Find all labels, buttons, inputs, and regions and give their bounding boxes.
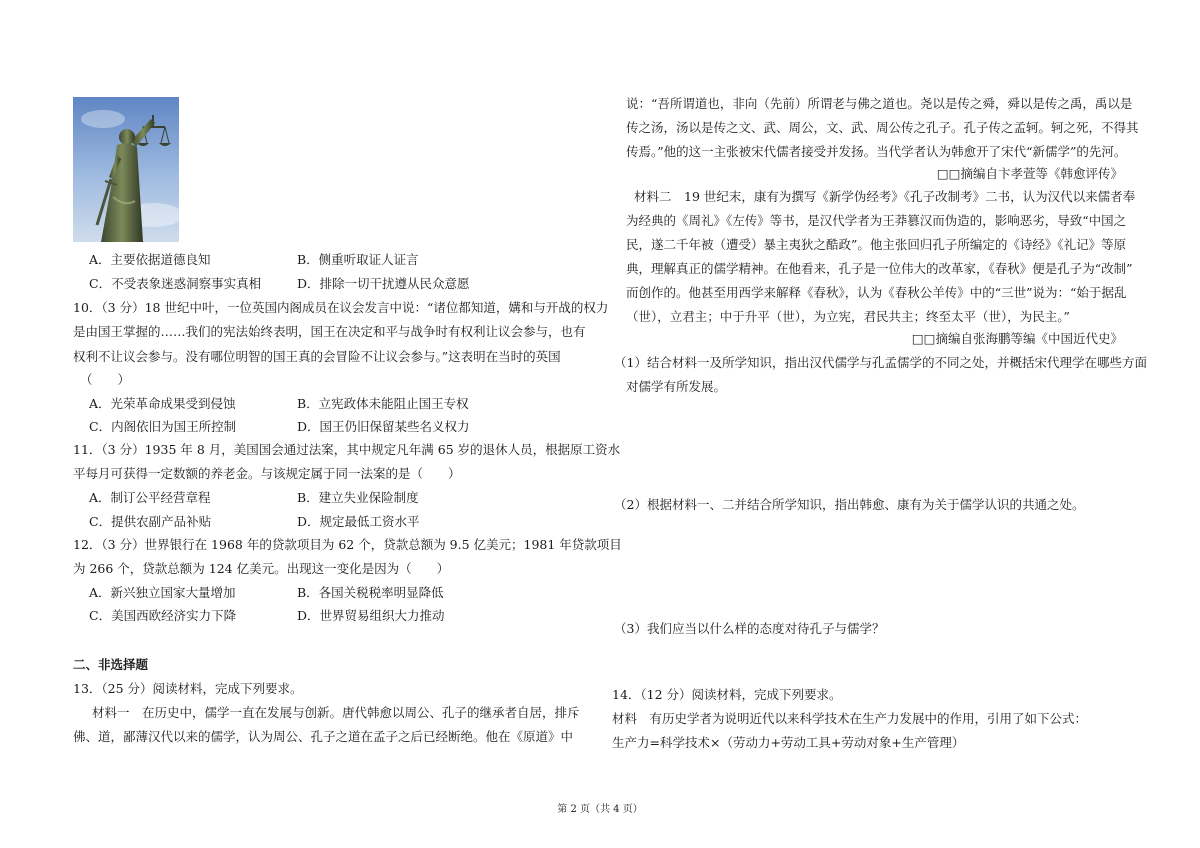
q13-part1-line-2: 对儒学有所发展。 (626, 379, 727, 394)
q11-option-b: B．建立失业保险制度 (297, 490, 419, 505)
q9-option-a: A．主要依据道德良知 (89, 252, 211, 267)
material2-line-3: 民，遂二千年被（遭受）暴主夷狄之酷政”。他主张回归孔子所编定的《诗经》《礼记》等原 (626, 237, 1127, 252)
q11-option-a: A．制订公平经营章程 (89, 490, 211, 505)
q10-answer-blank: （ ） (80, 372, 131, 387)
q13-part1-line-1: （1）结合材料一及所学知识，指出汉代儒学与孔孟儒学的不同之处，并概括宋代理学在哪些方面 (614, 355, 1147, 370)
q10-option-b: B．立宪政体未能阻止国王专权 (297, 396, 469, 411)
q12-option-c: C．美国西欧经济实力下降 (89, 608, 237, 623)
q9-option-c: C．不受表象迷惑洞察事实真相 (89, 276, 262, 291)
q9-option-d: D．排除一切干扰遵从民众意愿 (297, 276, 470, 291)
material2-source: □□摘编自张海鹏等编《中国近代史》 (911, 331, 1123, 346)
q11-option-d: D．规定最低工资水平 (297, 514, 420, 529)
q11-stem-line-2: 平每月可获得一定数额的养老金。与该规定属于同一法案的是（ ） (73, 466, 461, 481)
q11-option-c: C．提供农副产品补贴 (89, 514, 212, 529)
q13-stem: 13．（25 分）阅读材料，完成下列要求。 (73, 681, 303, 696)
q14-formula: 生产力=科学技术×（劳动力+劳动工具+劳动对象+生产管理） (612, 735, 965, 750)
q14-stem: 14．（12 分）阅读材料，完成下列要求。 (612, 687, 842, 702)
material1-cont-line-1: 说：“吾所谓道也，非向（先前）所谓老与佛之道也。尧以是传之舜，舜以是传之禹，禹以是 (626, 96, 1133, 111)
q10-stem-line-2: 是由国王掌握的……我们的宪法始终表明，国王在决定和平与战争时有权利让议会参与，也有 (73, 324, 586, 339)
q13-part3: （3）我们应当以什么样的态度对待孔子与儒学？ (614, 621, 885, 636)
material1-cont-line-2: 传之汤，汤以是传之文、武、周公，文、武、周公传之孔子。孔子传之孟轲。轲之死，不得其 (626, 120, 1139, 135)
material2-line-4: 典，理解真正的儒学精神。在他看来，孔子是一位伟大的改革家，《春秋》便是孔子为“改制” (626, 261, 1133, 276)
q10-stem-line-3: 权利不让议会参与。没有哪位明智的国王真的会冒险不让议会参与。”这表明在当时的英国 (73, 349, 561, 364)
statue-photo (73, 97, 179, 242)
q13-part2: （2）根据材料一、二并结合所学知识，指出韩愈、康有为关于儒学认识的共通之处。 (614, 497, 1085, 512)
q9-option-b: B．侧重听取证人证言 (297, 252, 419, 267)
section-2-heading: 二、非选择题 (73, 657, 149, 672)
q10-option-a: A．光荣革命成果受到侵蚀 (89, 396, 236, 411)
material1-cont-line-3: 传焉。”他的这一主张被宋代儒者接受并发扬。当代学者认为韩愈开了宋代“新儒学”的先河。 (626, 144, 1127, 159)
q10-option-d: D．国王仍旧保留某些名义权力 (297, 419, 470, 434)
material2-line-2: 为经典的《周礼》《左传》等书，是汉代学者为王莽篡汉而伪造的，影响恶劣，导致“中国之 (626, 213, 1127, 228)
q12-option-d: D．世界贸易组织大力推动 (297, 608, 445, 623)
material2-line-6: （世），立君主；中于升平（世），为立宪，君民共主；终至太平（世），为民主。” (626, 309, 1070, 324)
q12-option-b: B．各国关税税率明显降低 (297, 585, 444, 600)
q12-stem-line-1: 12．（3 分）世界银行在 1968 年的贷款项目为 62 个，贷款总额为 9.5 亿美元；1981 年贷款项目 (73, 537, 622, 552)
page-footer: 第 2 页（共 4 页） (557, 804, 643, 815)
material1-source: □□摘编自卞孝萱等《韩愈评传》 (936, 166, 1123, 181)
q12-option-a: A．新兴独立国家大量增加 (89, 585, 236, 600)
q10-stem-line-1: 10．（3 分）18 世纪中叶，一位英国内阁成员在议会发言中说：“诸位都知道，媾和与开战的权力 (73, 300, 609, 315)
material2-line-1: 材料二 19 世纪末，康有为撰写《新学伪经考》《孔子改制考》二书，认为汉代以来儒者奉 (634, 189, 1136, 204)
q13-material1-line-1: 材料一 在历史中，儒学一直在发展与创新。唐代韩愈以周公、孔子的继承者自居，排斥 (92, 705, 580, 720)
justice-statue-image (73, 97, 179, 242)
q10-option-c: C．内阁依旧为国王所控制 (89, 419, 237, 434)
q13-material1-line-2: 佛、道，鄙薄汉代以来的儒学，认为周公、孔子之道在孟子之后已经断绝。他在《原道》中 (73, 729, 574, 744)
q11-stem-line-1: 11．（3 分）1935 年 8 月，美国国会通过法案，其中规定凡年满 65 岁的退休人员，根据原工资水 (73, 442, 621, 457)
material2-line-5: 而创作的。他甚至用西学来解释《春秋》，认为《春秋公羊传》中的“三世”说为：“始于据乱 (626, 285, 1127, 300)
q14-material: 材料 有历史学者为说明近代以来科学技术在生产力发展中的作用，引用了如下公式： (612, 711, 1088, 726)
q12-stem-line-2: 为 266 个，贷款总额为 124 亿美元。出现这一变化是因为（ ） (73, 561, 450, 576)
